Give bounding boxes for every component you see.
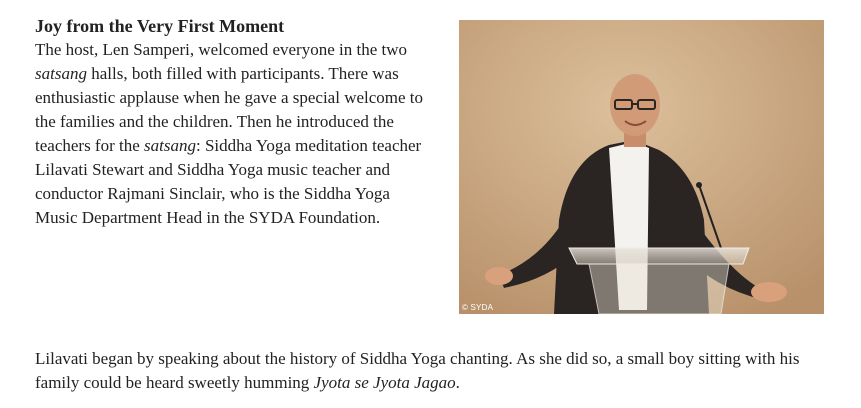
paragraph-text: : Siddha Yoga meditation teacher Lilavati Stewart and Siddha Yoga music teacher and conductor Rajmani Sinclair, who is the Siddha Yoga Music Department Head in the SYDA Foundation. bbox=[35, 136, 422, 227]
paragraph-text: The host, Len Samperi, welcomed everyone in the two bbox=[35, 40, 407, 59]
microphone-head bbox=[696, 182, 702, 188]
emphasis-text: satsang bbox=[35, 64, 87, 83]
paragraph-text: halls, both filled with participants. There was enthusiastic applause when he gave a special welcome to the families and the children. Then he introduced the teachers for the bbox=[35, 64, 424, 155]
paragraph-text: Lilavati began by speaking about the history of Siddha Yoga chanting. As she did so, a small boy sitting with his family could be heard sweetly humming bbox=[35, 349, 800, 392]
right-hand bbox=[751, 282, 787, 302]
emphasis-text: satsang bbox=[144, 136, 196, 155]
intro-column bbox=[35, 14, 435, 230]
closing-paragraph bbox=[35, 347, 835, 395]
lectern-body bbox=[589, 264, 729, 314]
section-heading: Joy from the Very First Moment bbox=[35, 16, 285, 36]
intro-paragraph bbox=[35, 38, 435, 230]
host-photo bbox=[459, 20, 824, 314]
host-illustration bbox=[459, 20, 824, 314]
photo-credit: © SYDA bbox=[462, 303, 494, 312]
lectern-top bbox=[569, 248, 749, 264]
left-hand bbox=[485, 267, 513, 285]
emphasis-text: Jyota se Jyota Jagao bbox=[313, 373, 456, 392]
paragraph-text: . bbox=[455, 373, 460, 392]
